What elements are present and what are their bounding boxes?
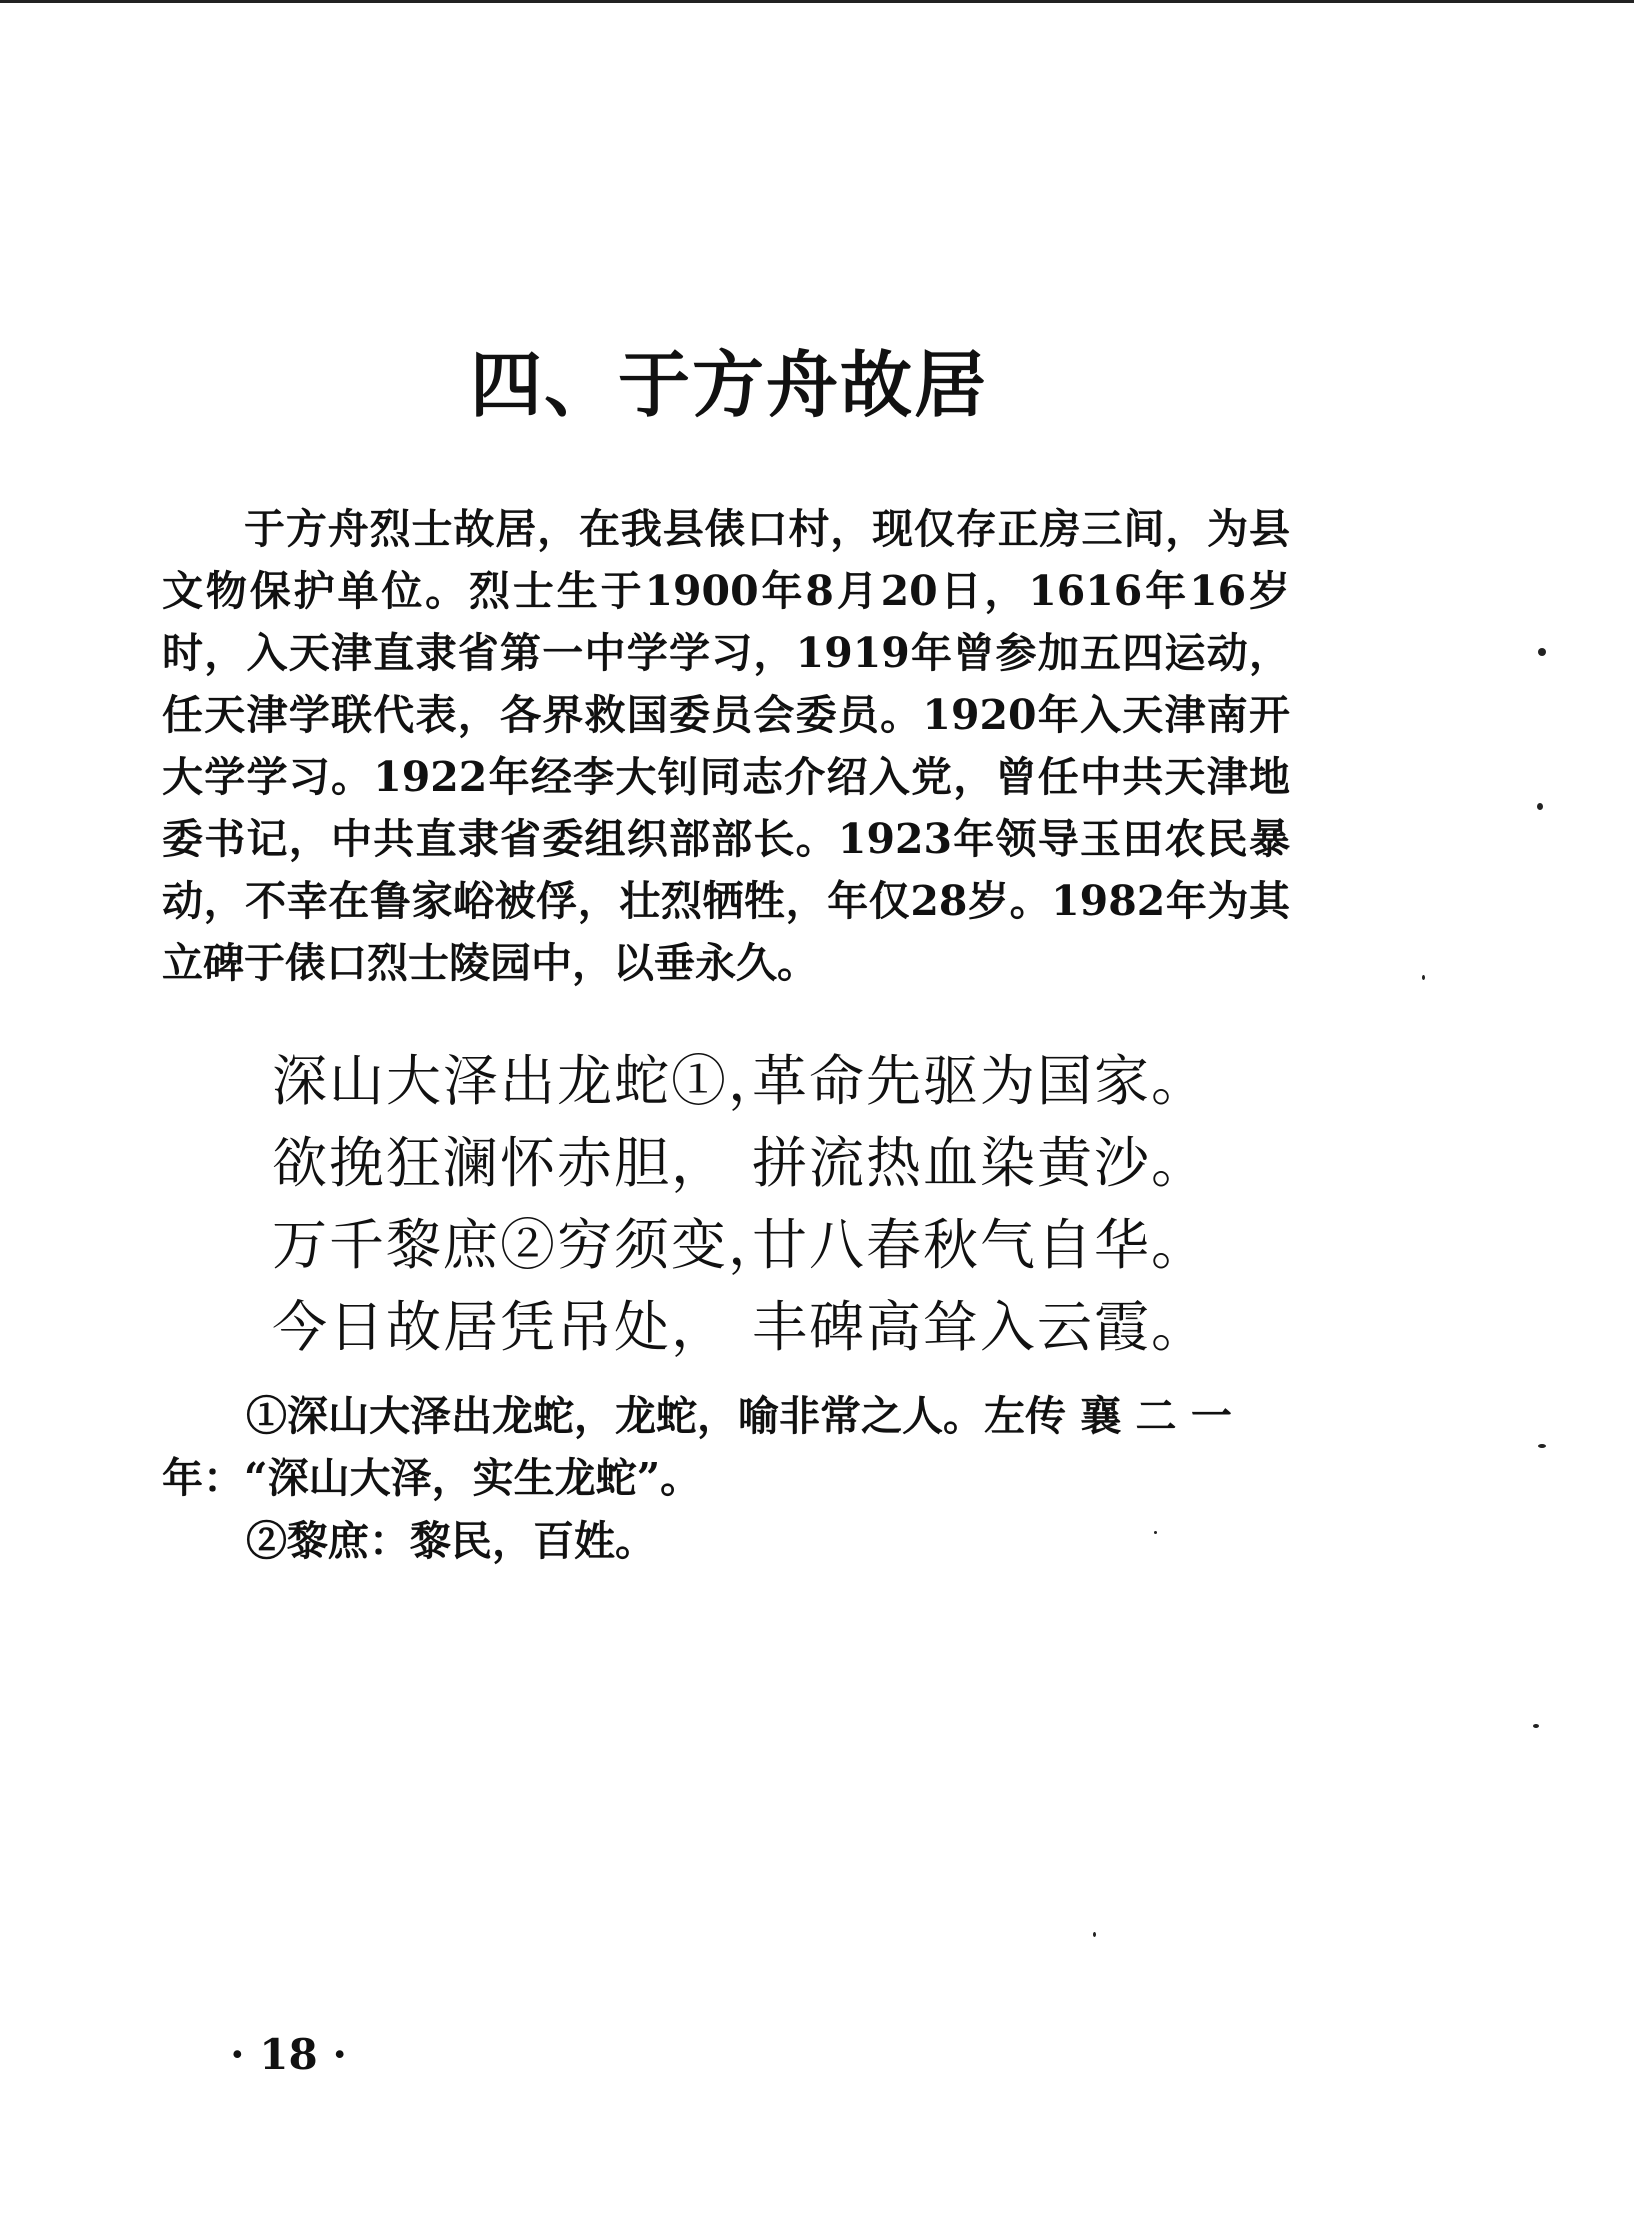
poem-line-2-first-half: 欲挽狂澜怀赤胆， [272,1131,729,1195]
body-paragraph: 于方舟烈士故居，在我县俵口村，现仅存正房三间，为县文物保护单位。烈士生于1900年8月20日，1616年16岁时，入天津直隶省第一中学学习，1919年曾参加五四运动，任天津学联代表，各界救国委员会委员。1920年入天津南开大学学习。1922年经李大钊同志介绍入党，曾任中共天津地委书记，中共直隶省委组织部部长。1923年领导玉田农民暴动，不幸在鲁家峪被俘，壮烈牺牲，年仅28岁。1982年为其立碑于俵口烈士陵园中，以垂永久。 [162,505,1290,987]
poem-block [272,1040,1272,1368]
poem-line-1-first-half: 深山大泽出龙蛇①， [272,1049,786,1113]
scan-speck [1093,1932,1096,1937]
poem-line-4-second-half: 丰碑高耸入云霞。 [752,1295,1209,1359]
page-number: · 18 · [230,2030,347,2079]
poem-line-2 [272,1122,1272,1204]
poem-line-1-second-half: 革命先驱为国家。 [752,1049,1209,1113]
scan-speck [1154,1531,1157,1534]
section-title: 四、于方舟故居 [470,342,989,427]
footnote-1: ①深山大泽出龙蛇，龙蛇，喻非常之人。左传 襄 二 一 年：“深山大泽，实生龙蛇”。 [162,1392,1232,1502]
poem-line-3 [272,1204,1272,1286]
footnote-2: ②黎庶：黎民，百姓。 [246,1517,656,1565]
scan-speck [1538,1444,1546,1448]
scan-speck [1538,648,1546,656]
top-border-line [0,0,1634,3]
scan-speck [1537,803,1543,810]
poem-line-2-second-half: 拼流热血染黄沙。 [752,1131,1209,1195]
poem-line-4-first-half: 今日故居凭吊处， [272,1295,729,1359]
poem-line-1 [272,1040,1272,1122]
poem-line-3-second-half: 廿八春秋气自华。 [752,1213,1209,1277]
scan-speck [1422,975,1425,980]
scan-speck [1533,1724,1539,1728]
poem-line-3-first-half: 万千黎庶②穷须变， [272,1213,786,1277]
poem-line-4 [272,1286,1272,1368]
